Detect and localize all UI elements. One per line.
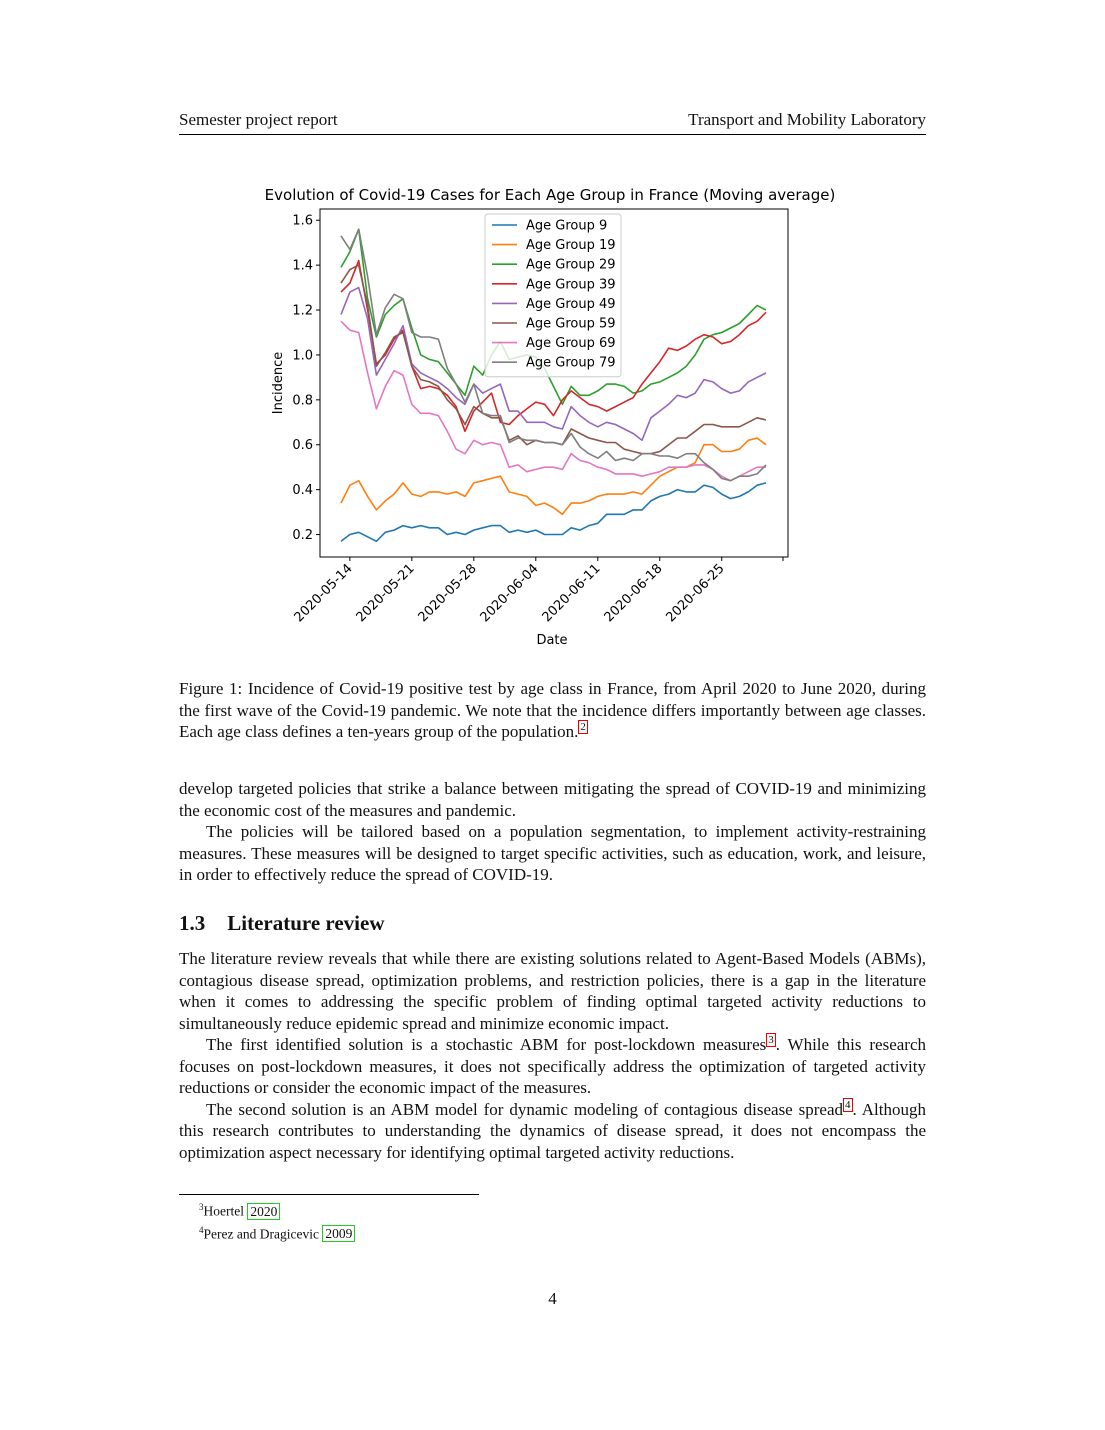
figure-chart xyxy=(240,178,880,658)
footnote-link-4[interactable]: 4 xyxy=(845,1098,851,1111)
caption-footnote-link[interactable]: 2 xyxy=(580,721,586,734)
header-right: Transport and Mobility Laboratory xyxy=(688,110,926,129)
legend-label: Age Group 9 xyxy=(526,218,608,234)
citation-link[interactable]: 2009 xyxy=(322,1225,355,1242)
legend-label: Age Group 39 xyxy=(526,277,616,293)
paragraph-5 xyxy=(179,1099,926,1164)
y-tick-label: 1.2 xyxy=(292,303,313,319)
running-header xyxy=(179,110,926,135)
series-line-1 xyxy=(341,483,766,541)
legend-label: Age Group 79 xyxy=(526,355,616,371)
series-line-2 xyxy=(341,438,766,514)
x-tick-label: 2020-05-21 xyxy=(353,561,418,626)
legend-label: Age Group 69 xyxy=(526,336,616,352)
footnotes xyxy=(179,1198,355,1243)
section-number: 1.3 xyxy=(179,911,206,935)
paragraph-4-text-b: . While this research focuses on post-lockdown measures, it does not specifically address the optimization of targeted activity reductions or consider the economic impact of the measures. xyxy=(179,1035,926,1097)
x-tick-label: 2020-05-28 xyxy=(415,561,480,626)
section-heading xyxy=(179,911,385,936)
paragraph-1: develop targeted policies that strike a balance between mitigating the spread of COVID-19 and minimizing the economic cost of the measures and pandemic. xyxy=(179,779,926,820)
legend-label: Age Group 19 xyxy=(526,238,616,254)
legend-label: Age Group 49 xyxy=(526,296,616,312)
x-axis-label: Date xyxy=(536,633,568,648)
footnote-rule xyxy=(179,1194,479,1195)
chart-title: Evolution of Covid-19 Cases for Each Age Group in France (Moving average) xyxy=(264,186,836,204)
paragraph-4 xyxy=(179,1034,926,1099)
paragraph-3: The literature review reveals that while there are existing solutions related to Agent-Based Models (ABMs), contagious disease spread, optimization problems, and restriction policies, there is a gap in the literature when it comes to addressing the specific problem of finding optimal targeted activity reductions to simultaneously reduce epidemic spread and minimize economic impact. xyxy=(179,949,926,1033)
footnote-number: 4 xyxy=(199,1224,204,1235)
y-tick-label: 1.4 xyxy=(292,258,313,274)
caption-text: Incidence of Covid-19 positive test by age class in France, from April 2020 to June 2020, during the first wave of the Covid-19 pandemic. We note that the incidence differs importantly between age classes. Each age class defines a ten-years group of the population. xyxy=(179,679,926,741)
figure-caption xyxy=(179,678,926,743)
footnote-link-3[interactable]: 3 xyxy=(768,1034,774,1047)
paragraph-2: The policies will be tailored based on a population segmentation, to implement activity-restraining measures. These measures will be designed to target specific activities, such as education, work, and leisure, in order to effectively reduce the spread of COVID-19. xyxy=(179,822,926,884)
footnote-author: Perez and Dragicevic xyxy=(203,1226,323,1241)
x-tick-label: 2020-06-18 xyxy=(601,561,666,626)
y-tick-label: 1.0 xyxy=(292,348,313,364)
y-tick-label: 1.6 xyxy=(292,213,313,229)
section-title: Literature review xyxy=(227,911,385,935)
caption-prefix: Figure 1: xyxy=(179,679,248,698)
footnote-4 xyxy=(199,1221,355,1244)
header-left: Semester project report xyxy=(179,110,338,129)
literature-paragraphs xyxy=(179,948,926,1163)
x-tick-label: 2020-05-14 xyxy=(291,561,356,626)
footnote-author: Hoertel xyxy=(203,1203,248,1219)
paragraph-5-text-b: . Although this research contributes to understanding the dynamics of disease spread, it does not encompass the optimization aspect necessary for identifying optimal targeted activity reductions. xyxy=(179,1099,926,1162)
y-axis-label: Incidence xyxy=(271,351,286,415)
chart-svg xyxy=(240,178,880,658)
page-number: 4 xyxy=(548,1289,557,1308)
intro-paragraphs xyxy=(179,778,926,886)
footnote-number: 3 xyxy=(199,1202,204,1212)
paragraph-4-text-a: The first identified solution is a stochastic ABM for post-lockdown measures xyxy=(206,1035,767,1054)
y-tick-label: 0.6 xyxy=(292,438,313,454)
y-tick-label: 0.2 xyxy=(292,528,313,544)
paragraph-5-text-a: The second solution is an ABM model for dynamic modeling of contagious disease spread xyxy=(206,1099,844,1119)
citation-link[interactable]: 2020 xyxy=(247,1203,280,1220)
x-tick-label: 2020-06-25 xyxy=(663,561,728,626)
x-tick-label: 2020-06-11 xyxy=(539,561,604,626)
legend-label: Age Group 59 xyxy=(526,316,616,332)
x-tick-label: 2020-06-04 xyxy=(477,561,542,626)
y-tick-label: 0.8 xyxy=(292,393,313,409)
y-tick-label: 0.4 xyxy=(292,483,313,499)
footnote-3 xyxy=(199,1198,355,1221)
legend-label: Age Group 29 xyxy=(526,257,616,273)
